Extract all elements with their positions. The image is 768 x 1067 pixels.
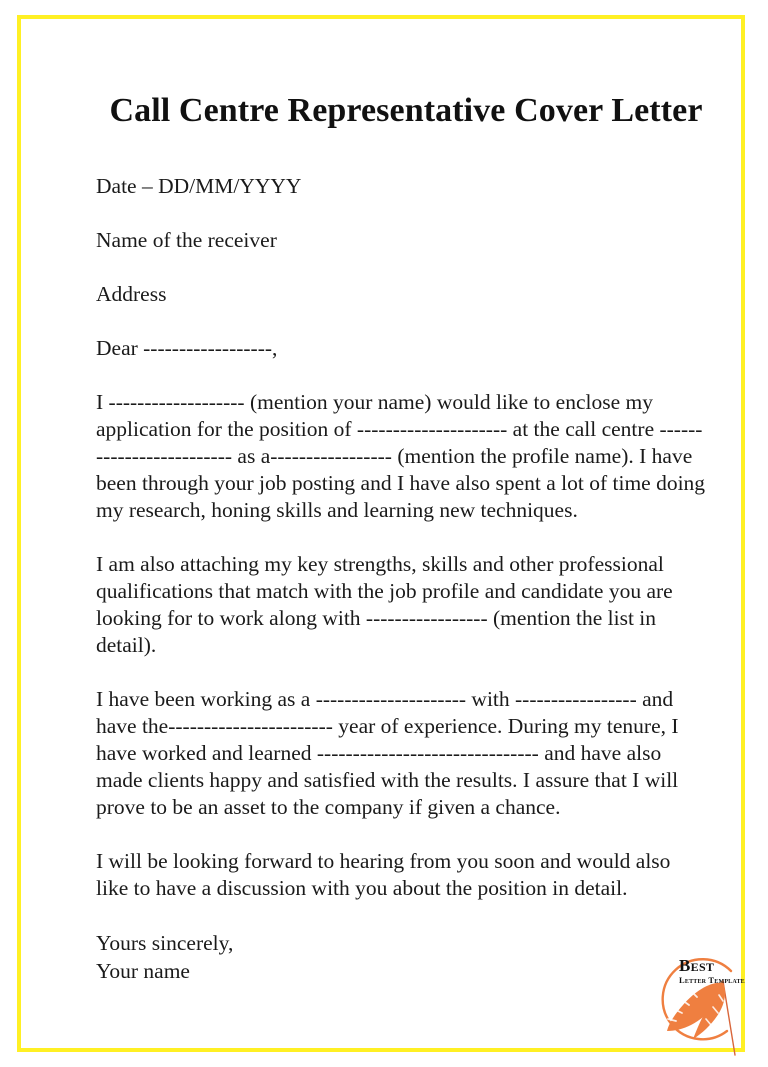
receiver-name-line: Name of the receiver xyxy=(96,228,277,252)
body-paragraph: I have been working as a --------------------- with ----------------- and have the----------------------- year of experience. During my tenure, I have worked and learned ------------------------------- and have also made clients happy and satisfied with the results. I assure that I will prove to be an asset to the company if given a chance. xyxy=(96,687,684,819)
body-paragraph: I will be looking forward to hearing from you soon and would also like to have a discussion with you about the position in detail. xyxy=(96,849,676,900)
signature-name-line: Your name xyxy=(96,959,190,983)
address-line: Address xyxy=(96,282,167,306)
logo-brand-text: Best xyxy=(679,956,715,975)
feather-circle-icon xyxy=(639,947,751,1059)
page-border-frame xyxy=(17,15,745,1052)
date-line: Date – DD/MM/YYYY xyxy=(96,174,302,198)
letter-body xyxy=(96,389,716,902)
salutation-line: Dear ------------------, xyxy=(96,336,278,360)
body-paragraph: I ------------------- (mention your name) would like to enclose my application for the position of --------------------- at the call centre ------------------------- as a----------------- (mention the profile name). I have been through your job posting and I have also spent a lot of time doing my research, honing skills and learning new techniques. xyxy=(96,390,711,522)
page-title: Call Centre Representative Cover Letter xyxy=(109,92,703,129)
brand-logo xyxy=(639,947,751,1059)
letter-content xyxy=(96,79,716,985)
letter-header-block xyxy=(96,173,716,362)
valediction-line: Yours sincerely, xyxy=(96,931,234,955)
closing-block xyxy=(96,929,716,985)
logo-tagline-text: Letter Template xyxy=(679,975,745,985)
body-paragraph: I am also attaching my key strengths, skills and other professional qualifications that match with the job profile and candidate you are looking for to work along with ----------------- (mention the list in detail). xyxy=(96,552,679,657)
